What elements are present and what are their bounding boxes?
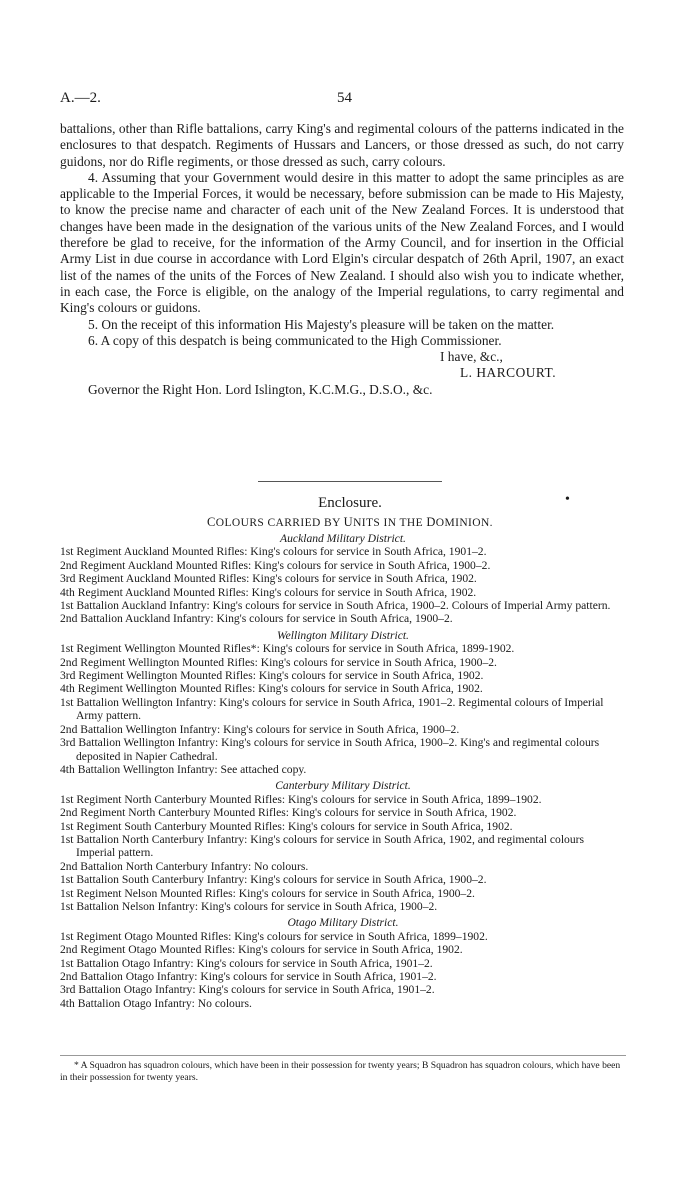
- list-item: 1st Regiment North Canterbury Mounted Rifles: King's colours for service in South Africa, 1899–1902.: [60, 792, 542, 806]
- page-number: 54: [337, 90, 352, 106]
- list-item: 2nd Regiment North Canterbury Mounted Rifles: King's colours for service in South Africa, 1902.: [60, 806, 517, 820]
- list-item: 1st Battalion Nelson Infantry: King's colours for service in South Africa, 1900–2.: [60, 899, 438, 913]
- addressee: Governor the Right Hon. Lord Islington, K.C.M.G., D.S.O., &c.: [88, 381, 433, 397]
- list-item: 1st Regiment Auckland Mounted Rifles: King's colours for service in South Africa, 1901–2.: [60, 545, 487, 559]
- closing-formula: I have, &c.,: [440, 349, 503, 365]
- list-item: 2nd Battalion Wellington Infantry: King's colours for service in South Africa, 1900–2.: [60, 722, 460, 736]
- list-item: 2nd Regiment Auckland Mounted Rifles: King's colours for service in South Africa, 1900–2.: [60, 558, 491, 572]
- paragraph-4: 4. Assuming that your Government would desire in this matter to adopt the same principles as are applicable to the Imperial Forces, it would be necessary, before submission can be made to His Majesty, to know the precise name and character of each unit of the New Zealand Forces. It is understood that changes have been made in the designation of the various units of the New Zealand Forces, and I would therefore be glad to receive, for the information of the Army Council, and for insertion in the Official Army List in due course in accordance with Lord Elgin's circular despatch of 26th April, 1907, an exact list of the names of the units of the Forces of New Zealand. I should also wish you to indicate whether, in each case, the Force is eligible, on the analogy of the Imperial regulations, to carry regimental and King's colours or guidons.: [60, 169, 624, 316]
- list-item: 2nd Battalion North Canterbury Infantry: No colours.: [60, 859, 309, 873]
- signature: L. HARCOURT.: [460, 365, 557, 381]
- list-item: 1st Battalion Otago Infantry: King's colours for service in South Africa, 1901–2.: [60, 956, 433, 970]
- list-item: 3rd Regiment Auckland Mounted Rifles: King's colours for service in South Africa, 1902.: [60, 572, 477, 586]
- list-item: 1st Battalion Auckland Infantry: King's colours for service in South Africa, 1900–2. Colours of Imperial Army pattern.: [60, 599, 611, 613]
- list-item: 1st Regiment Otago Mounted Rifles: King's colours for service in South Africa, 1899–1902.: [60, 929, 488, 943]
- list-item: 4th Regiment Auckland Mounted Rifles: King's colours for service in South Africa, 1902.: [60, 585, 477, 599]
- list-item: 2nd Regiment Otago Mounted Rifles: King's colours for service in South Africa, 1902.: [60, 943, 463, 957]
- list-item: 1st Battalion South Canterbury Infantry: King's colours for service in South Africa, 1900–2.: [60, 873, 487, 887]
- list-item: 3rd Battalion Otago Infantry: King's colours for service in South Africa, 1901–2.: [60, 983, 435, 997]
- district-heading: Otago Military District.: [287, 916, 399, 930]
- list-item: 3rd Regiment Wellington Mounted Rifles: King's colours for service in South Africa, 1902.: [60, 669, 484, 683]
- paragraph-6: 6. A copy of this despatch is being communicated to the High Commissioner.: [88, 332, 502, 348]
- list-item: 1st Regiment Nelson Mounted Rifles: King's colours for service in South Africa, 1900–2.: [60, 886, 475, 900]
- list-item: 1st Battalion North Canterbury Infantry: King's colours for service in South Africa, 1902, and regimental colours Imperial pattern.: [60, 832, 585, 860]
- footnote: * A Squadron has squadron colours, which have been in their possession for twenty years; B Squadron has squadron colours, which have been in their possession for twenty years.: [60, 1060, 621, 1083]
- list-item: 4th Regiment Wellington Mounted Rifles: King's colours for service in South Africa, 1902.: [60, 682, 483, 696]
- colours-list: [60, 532, 626, 1010]
- paragraph-continued: battalions, other than Rifle battalions, carry King's and regimental colours of the patterns indicated in the enclosures to that despatch. Regiments of Hussars and Lancers, or those dressed as such, do not carry guidons, nor do Rifle regiments, or those dressed as such, carry colours.: [60, 121, 624, 169]
- list-item: 1st Regiment South Canterbury Mounted Rifles: King's colours for service in South Africa, 1902.: [60, 819, 513, 833]
- footnote-divider: [60, 1055, 626, 1056]
- signature-line: [60, 365, 624, 381]
- list-item: 4th Battalion Otago Infantry: No colours.: [60, 996, 252, 1010]
- district-heading: Auckland Military District.: [280, 532, 406, 545]
- enclosure-subtitle: COLOURS CARRIED BY UNITS IN THE DOMINION.: [207, 515, 493, 529]
- list-item: 2nd Battalion Auckland Infantry: King's colours for service in South Africa, 1900–2.: [60, 612, 453, 626]
- page-header: [60, 90, 625, 110]
- list-item: 4th Battalion Wellington Infantry: See attached copy.: [60, 762, 307, 776]
- list-item: 2nd Regiment Wellington Mounted Rifles: King's colours for service in South Africa, 1900–2.: [60, 655, 497, 669]
- ink-mark: •: [565, 492, 570, 507]
- district-heading: Canterbury Military District.: [275, 779, 411, 793]
- list-item: 2nd Battalion Otago Infantry: King's colours for service in South Africa, 1901–2.: [60, 970, 437, 983]
- list-item: 3rd Battalion Wellington Infantry: King's colours for service in South Africa, 1900–2. King's and regimental colours deposited in Napier Cathedral.: [60, 736, 600, 763]
- enclosure-title: Enclosure.: [318, 495, 382, 511]
- list-item: 1st Regiment Wellington Mounted Rifles*: King's colours for service in South Africa, 1899-1902.: [60, 642, 515, 656]
- despatch-body: [60, 121, 624, 398]
- parliamentary-paper-ref: A.—2.: [60, 90, 101, 106]
- section-divider: [258, 481, 442, 482]
- district-heading: Wellington Military District.: [277, 628, 409, 642]
- paragraph-5: 5. On the receipt of this information His Majesty's pleasure will be taken on the matter.: [88, 316, 555, 332]
- list-item: 1st Battalion Wellington Infantry: King's colours for service in South Africa, 1901–2. Regimental colours of Imperial Army pattern.: [60, 695, 604, 723]
